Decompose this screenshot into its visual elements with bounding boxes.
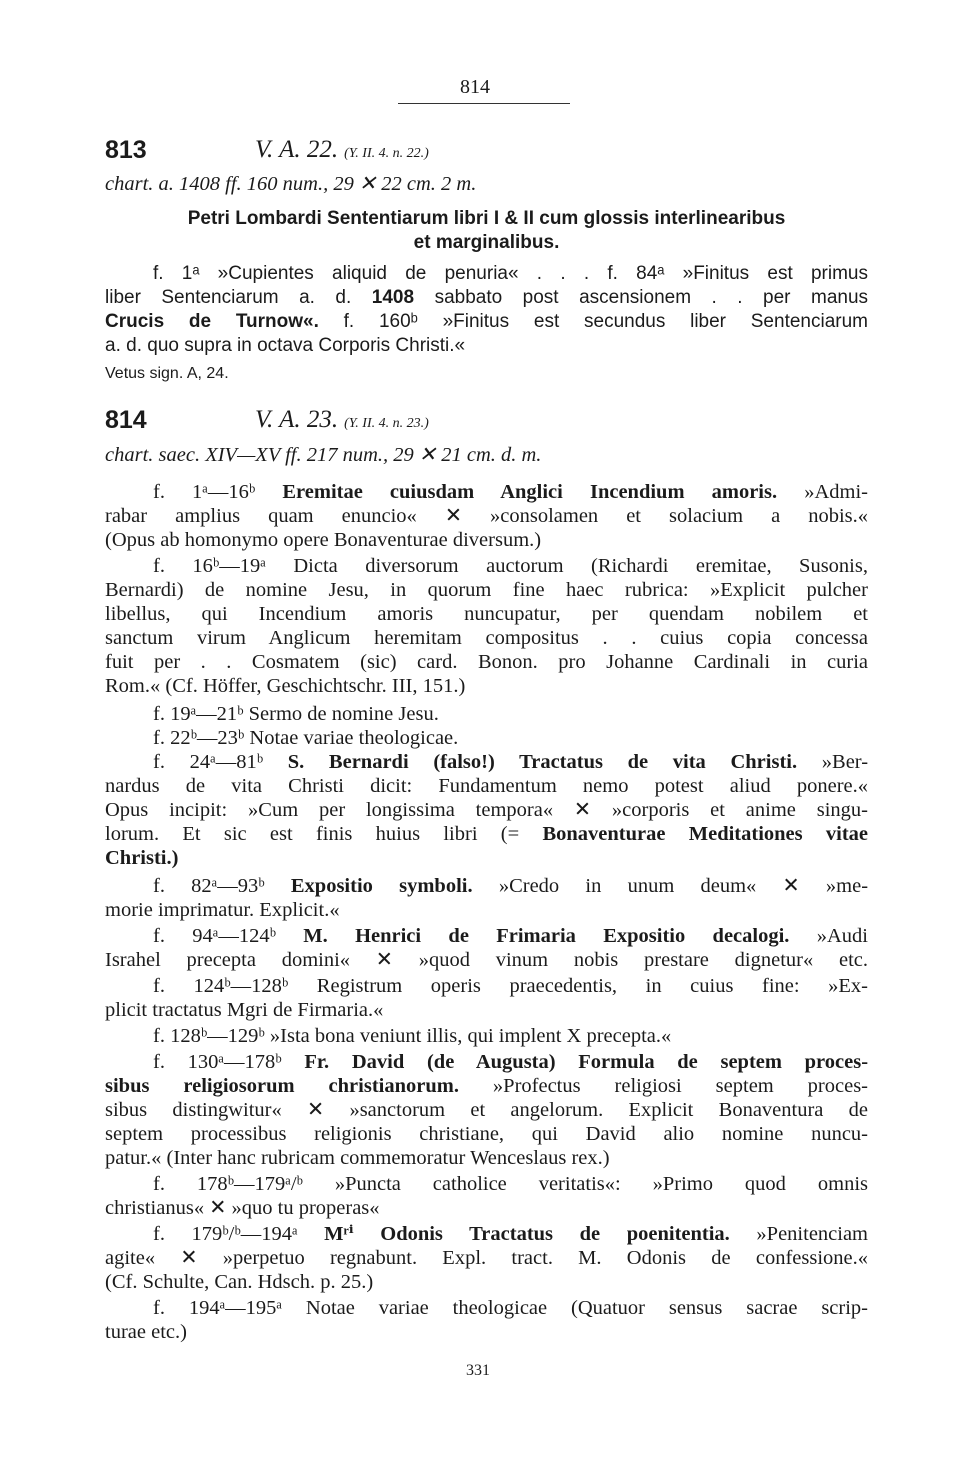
contents-line: f. 24ᵃ—81ᵇ S. Bernardi (falso!) Tractatus de vita Christi. »Ber- <box>153 751 869 773</box>
former-signature: Vetus sign. A, 24. <box>105 365 229 382</box>
contents-line: plicit tractatus Mgri de Firmaria.« <box>105 999 384 1021</box>
contents-line: septem processibus religionis christiane, qui David alio nomine nuncu- <box>105 1123 868 1145</box>
old-shelfmark: (Y. II. 4. n. 23.) <box>344 416 429 431</box>
contents-line: f. 1ᵃ »Cupientes aliquid de penuria« . . . f. 84ᵃ »Finitus est primus <box>153 263 868 284</box>
contents-line: f. 16ᵇ—19ᵃ Dicta diversorum auctorum (Richardi eremitae, Susonis, <box>153 555 868 577</box>
entry-title: et marginalibus. <box>413 232 560 253</box>
contents-line: (Opus ab homonymo opere Bonaventurae diversum.) <box>105 529 542 551</box>
contents-line: morie imprimatur. Explicit.« <box>105 899 340 921</box>
contents-line: rabar amplius quam enuncio« ✕ »consolamen et solacium a nobis.« <box>105 505 868 527</box>
entry-number: 814 <box>105 406 147 434</box>
entry-number: 813 <box>105 136 147 164</box>
contents-line: Crucis de Turnow«. f. 160ᵇ »Finitus est secundus liber Sentenciarum <box>105 311 868 332</box>
contents-line: f. 128ᵇ—129ᵇ »Ista bona veniunt illis, qui implent X precepta.« <box>153 1025 672 1047</box>
contents-line: Christi.) <box>105 847 179 869</box>
running-head-rule <box>398 103 570 104</box>
contents-line: liber Sentenciarum a. d. 1408 sabbato post ascensionem . . per manus <box>105 287 869 308</box>
contents-line: nardus de vita Christi dicit: Fundamentum nemo potest aliud ponere.« <box>105 775 868 797</box>
entry-title: Petri Lombardi Sententiarum libri I & II cum glossis interlinearibus <box>187 208 786 229</box>
contents-line: sanctum virum Anglicum heremitam compositus . . cuius copia concessa <box>105 627 868 649</box>
contents-line: agite« ✕ »perpetuo regnabunt. Expl. tract. M. Odonis de confessione.« <box>105 1247 868 1269</box>
contents-line: patur.« (Inter hanc rubricam commemoratur Wenceslaus rex.) <box>105 1147 610 1169</box>
contents-line: lorum. Et sic est finis huius libri (= Bonaventurae Meditationes vitae <box>105 823 869 845</box>
contents-line: f. 178ᵇ—179ᵃ/ᵇ »Puncta catholice veritatis«: »Primo quod omnis <box>153 1173 868 1195</box>
contents-line: f. 124ᵇ—128ᵇ Registrum operis praecedentis, in cuius fine: »Ex- <box>153 975 868 997</box>
old-shelfmark: (Y. II. 4. n. 22.) <box>344 146 429 161</box>
contents-line: f. 194ᵃ—195ᵃ Notae variae theologicae (Quatuor sensus sacrae scrip- <box>153 1297 868 1319</box>
entry-813-header <box>105 136 868 166</box>
contents-line: f. 179ᵇ/ᵇ—194ᵃ Mʳⁱ Odonis Tractatus de poenitentia. »Penitenciam <box>153 1223 869 1245</box>
contents-line: Bernardi) de nomine Jesu, in quorum fine haec rubrica: »Explicit pulcher <box>105 579 868 601</box>
contents-line: fuit per . . Cosmatem (sic) card. Bonon. pro Johanne Cardinali in curia <box>105 651 868 673</box>
shelfmark: V. A. 22. (Y. II. 4. n. 22.) <box>255 136 429 163</box>
page-folio: 331 <box>466 1362 490 1379</box>
physical-description: chart. a. 1408 ff. 160 num., 29 ✕ 22 cm. 2 m. <box>105 173 477 195</box>
contents-line: f. 19ᵃ—21ᵇ Sermo de nomine Jesu. <box>153 703 439 725</box>
entry-814-header <box>105 406 868 436</box>
contents-line: sibus distingwitur« ✕ »sanctorum et angelorum. Explicit Bonaventura de <box>105 1099 868 1121</box>
contents-line: turae etc.) <box>105 1321 187 1343</box>
contents-line: a. d. quo supra in octava Corporis Christi.« <box>105 335 466 356</box>
physical-description: chart. saec. XIV—XV ff. 217 num., 29 ✕ 21 cm. d. m. <box>105 444 542 466</box>
shelfmark: V. A. 23. (Y. II. 4. n. 23.) <box>255 406 429 433</box>
contents-line: Rom.« (Cf. Höffer, Geschichtschr. III, 151.) <box>105 675 466 697</box>
contents-line: f. 1ᵃ—16ᵇ Eremitae cuiusdam Anglici Incendium amoris. »Admi- <box>153 481 868 503</box>
contents-line: f. 94ᵃ—124ᵇ M. Henrici de Frimaria Expositio decalogi. »Audi <box>153 925 868 947</box>
contents-line: f. 82ᵃ—93ᵇ Expositio symboli. »Credo in unum deum« ✕ »me- <box>153 875 869 897</box>
contents-line: christianus« ✕ »quo tu properas« <box>105 1197 380 1219</box>
running-head: 814 <box>460 76 490 98</box>
contents-line: Israhel precepta domini« ✕ »quod vinum nobis prestare dignetur« etc. <box>105 949 868 971</box>
contents-line: (Cf. Schulte, Can. Hdsch. p. 25.) <box>105 1271 374 1293</box>
contents-line: Opus incipit: »Cum per longissima tempora« ✕ »corporis et anime singu- <box>105 799 868 821</box>
contents-line: f. 22ᵇ—23ᵇ Notae variae theologicae. <box>153 727 459 749</box>
contents-line: libellus, qui Incendium amoris nuncupatur, per quendam nobilem et <box>105 603 868 625</box>
contents-line: f. 130ᵃ—178ᵇ Fr. David (de Augusta) Formula de septem proces- <box>153 1051 869 1073</box>
contents-line: sibus religiosorum christianorum. »Profectus religiosi septem proces- <box>105 1075 869 1097</box>
